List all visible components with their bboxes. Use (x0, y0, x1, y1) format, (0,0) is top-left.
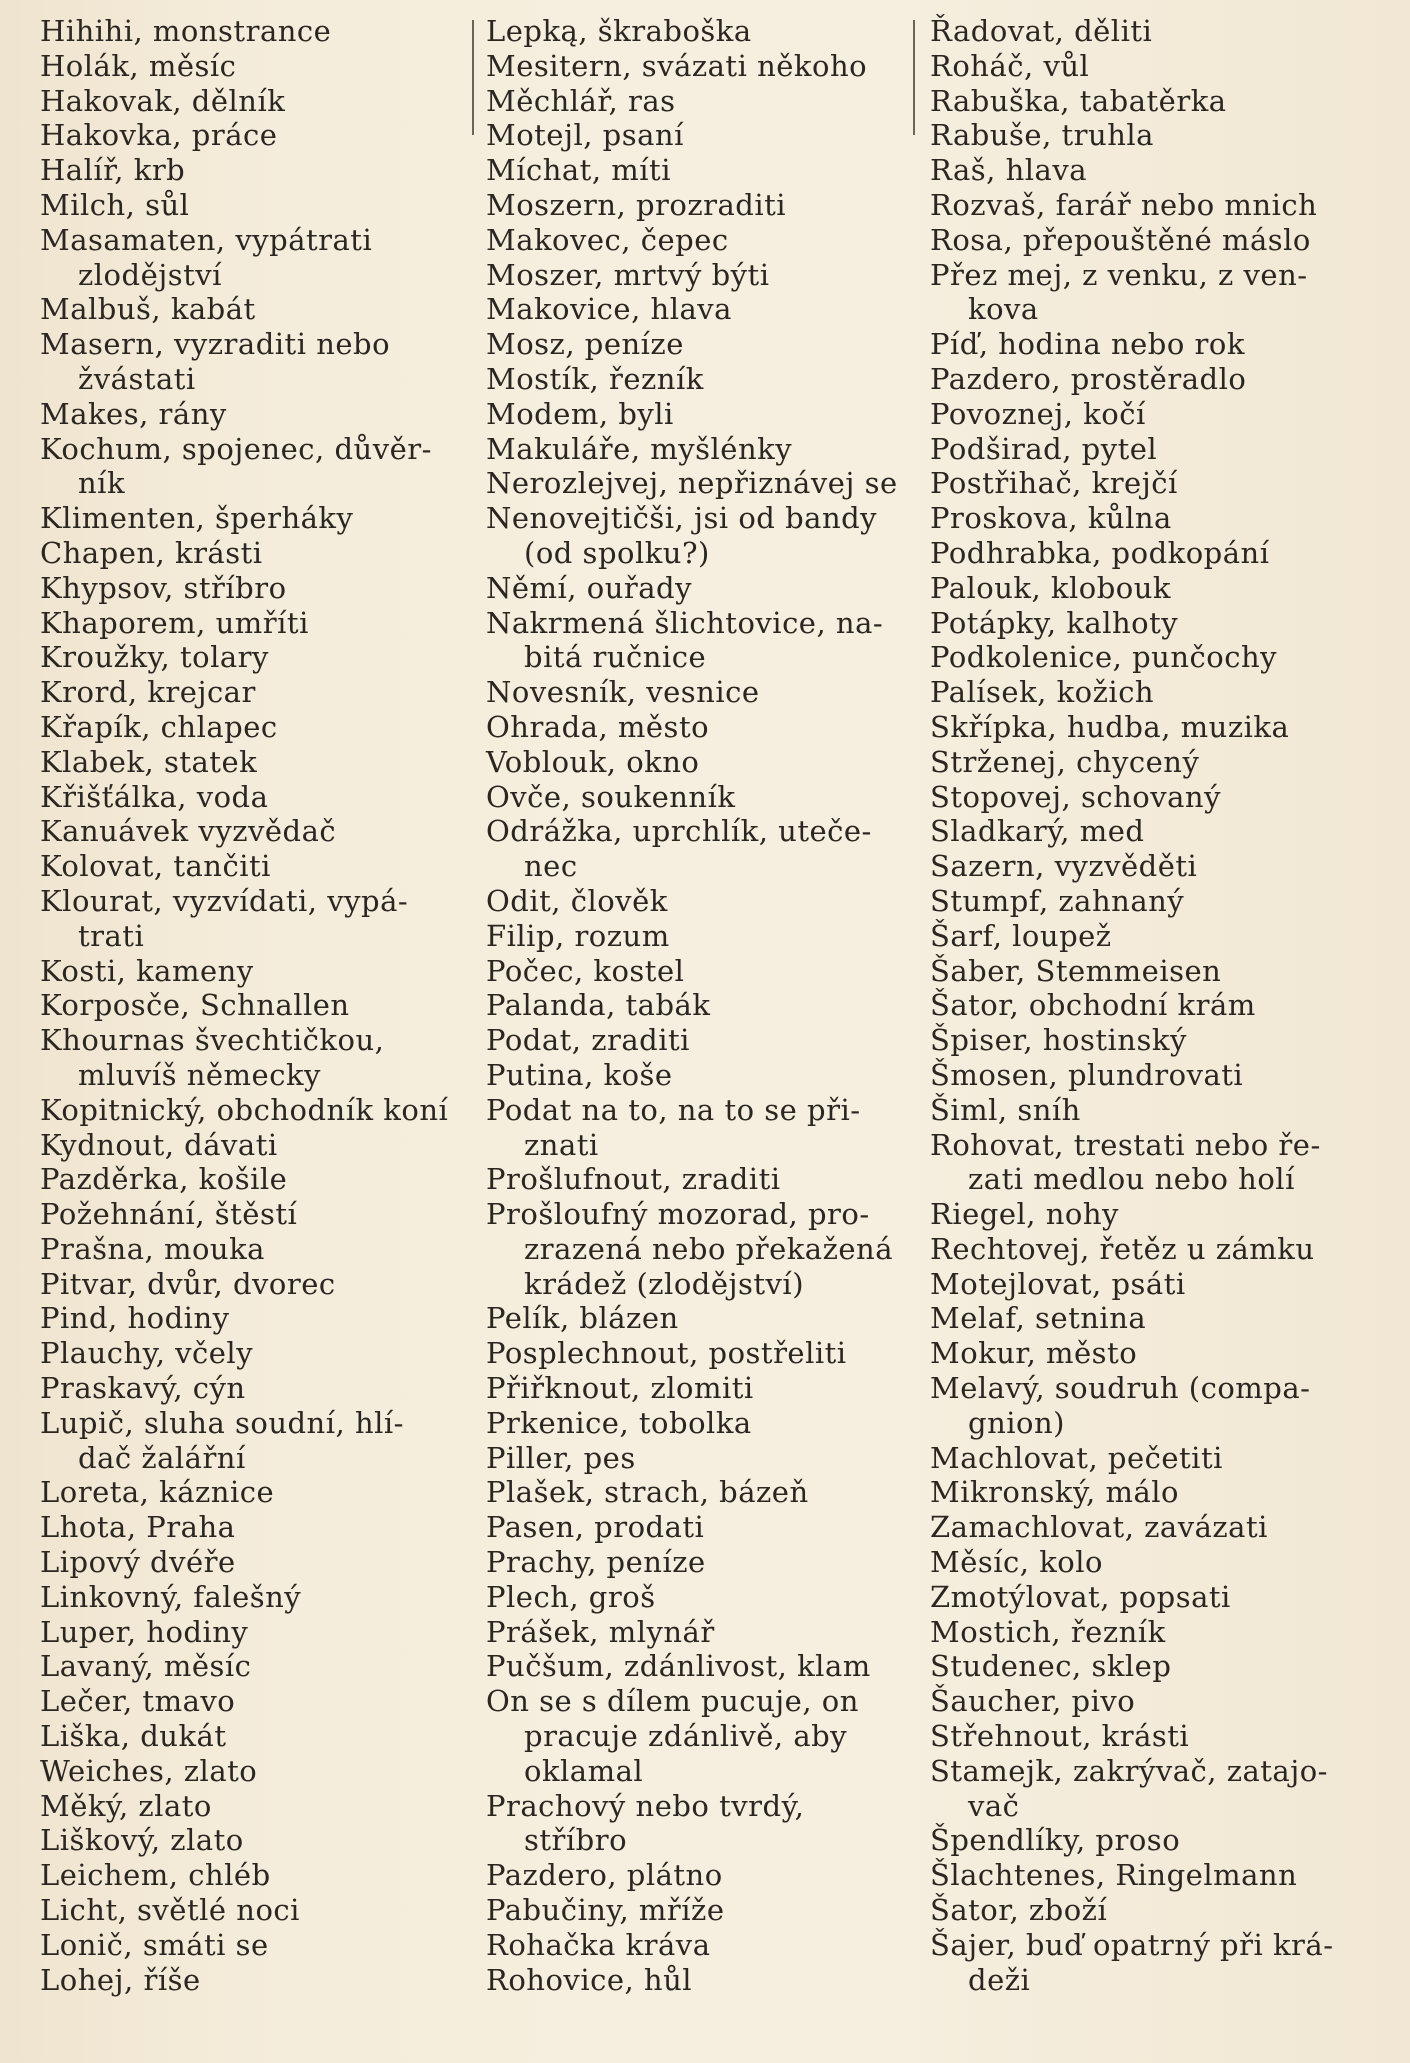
glossary-entry: Němí, ouřady (486, 570, 692, 605)
glossary-entry: Lohej, říše (40, 1962, 201, 1997)
glossary-entry: Lhota, Praha (40, 1510, 236, 1545)
glossary-entry: Khypsov, stříbro (40, 570, 287, 605)
glossary-entry: Podkolenice, punčochy (930, 640, 1278, 675)
glossary-entry: Rozvaš, farář nebo mnich (930, 187, 1318, 222)
glossary-entry: Sladkarý, med (930, 814, 1145, 849)
word-column-1 (40, 14, 470, 1997)
glossary-entry: Rabuše, truhla (930, 118, 1154, 153)
entry-continuation: žvástati (78, 361, 196, 396)
glossary-entry: Proskova, kůlna (930, 501, 1172, 536)
glossary-entry: Pitvar, dvůr, dvorec (40, 1266, 336, 1301)
glossary-entry: Praskavý, cýn (40, 1371, 246, 1406)
glossary-entry: Měsíc, kolo (930, 1545, 1103, 1580)
entry-continuation: krádež (zlodějství) (524, 1266, 805, 1301)
glossary-entry: Khaporem, umříti (40, 605, 309, 640)
glossary-entry: Mokur, město (930, 1336, 1138, 1371)
glossary-entry: Makuláře, myšlénky (486, 431, 793, 466)
entry-continuation: znati (524, 1127, 599, 1162)
glossary-entry: Modem, byli (486, 396, 674, 431)
glossary-entry: Kosti, kameny (40, 953, 254, 988)
entry-continuation: trati (78, 918, 145, 953)
glossary-entry: Pelík, blázen (486, 1301, 679, 1336)
glossary-entry: Pučšum, zdánlivost, klam (486, 1649, 871, 1684)
glossary-entry: Mostich, řezník (930, 1614, 1166, 1649)
glossary-entry: Studenec, sklep (930, 1649, 1172, 1684)
glossary-entry: Malbuš, kabát (40, 292, 256, 327)
glossary-entry: Nakrmená šlichtovice, na- (486, 605, 884, 640)
glossary-entry: Šarf, loupež (930, 918, 1112, 953)
glossary-entry: Piller, pes (486, 1440, 636, 1475)
glossary-entry: Palouk, klobouk (930, 570, 1172, 605)
glossary-entry: Riegel, nohy (930, 1197, 1119, 1232)
glossary-entry: Šiml, sníh (930, 1092, 1081, 1127)
column-divider-right (913, 20, 915, 135)
glossary-entry: Makovice, hlava (486, 292, 732, 327)
glossary-entry: Skřípka, hudba, muzika (930, 709, 1290, 744)
glossary-entry: Pazděrka, košile (40, 1162, 288, 1197)
entry-continuation: vač (968, 1788, 1020, 1823)
glossary-entry: Podhrabka, podkopání (930, 535, 1270, 570)
glossary-entry: Odit, člověk (486, 883, 668, 918)
glossary-entry: Voblouk, okno (486, 744, 700, 779)
glossary-entry: Šlachtenes, Ringelmann (930, 1858, 1298, 1893)
glossary-entry: Linkovný, falešný (40, 1579, 302, 1614)
glossary-entry: Kanuávek vyzvědač (40, 814, 337, 849)
glossary-entry: On se s dílem pucuje, on (486, 1684, 859, 1719)
glossary-entry: Mesitern, svázati někoho (486, 48, 868, 83)
glossary-entry: Melaf, setnina (930, 1301, 1147, 1336)
glossary-entry: Špendlíky, proso (930, 1823, 1181, 1858)
entry-continuation: gnion) (968, 1405, 1065, 1440)
glossary-entry: Šaucher, pivo (930, 1684, 1136, 1719)
glossary-entry: Hakovak, dělník (40, 83, 286, 118)
glossary-entry: Klourat, vyzvídati, vypá- (40, 883, 409, 918)
glossary-entry: Píď, hodina nebo rok (930, 327, 1245, 362)
glossary-entry: Prašna, mouka (40, 1231, 265, 1266)
entry-continuation: deži (968, 1962, 1031, 1997)
glossary-entry: Měchlář, ras (486, 83, 676, 118)
glossary-entry: Prošlufnout, zraditi (486, 1162, 781, 1197)
glossary-entry: Putina, koše (486, 1057, 673, 1092)
glossary-entry: Motejl, psaní (486, 118, 684, 153)
glossary-entry: Kydnout, dávati (40, 1127, 278, 1162)
glossary-entry: Pabučiny, mříže (486, 1893, 725, 1928)
entry-continuation: zati medlou nebo holí (968, 1162, 1295, 1197)
glossary-entry: Kochum, spojenec, důvěr- (40, 431, 432, 466)
glossary-entry: Lipový dvéře (40, 1545, 236, 1580)
glossary-entry: Moszern, prozraditi (486, 187, 787, 222)
glossary-entry: Pind, hodiny (40, 1301, 230, 1336)
glossary-entry: Šajer, buď opatrný při krá- (930, 1927, 1334, 1962)
entry-continuation: pracuje zdánlivě, aby (524, 1719, 848, 1754)
glossary-entry: Kroužky, tolary (40, 640, 269, 675)
entry-continuation: mluvíš německy (78, 1057, 321, 1092)
glossary-entry: Palísek, kožich (930, 675, 1155, 710)
glossary-entry: Lepką, škraboška (486, 14, 752, 48)
glossary-entry: Křišťálka, voda (40, 779, 269, 814)
word-column-2 (486, 14, 911, 1997)
glossary-entry: Podat na to, na to se při- (486, 1092, 861, 1127)
word-column-3 (930, 14, 1370, 1997)
glossary-entry: Prošloufný mozorad, pro- (486, 1197, 870, 1232)
entry-continuation: ník (78, 466, 126, 501)
glossary-entry: Novesník, vesnice (486, 675, 760, 710)
glossary-entry: Prkenice, tobolka (486, 1405, 752, 1440)
glossary-entry: Luper, hodiny (40, 1614, 249, 1649)
glossary-entry: Rohovice, hůl (486, 1962, 693, 1997)
glossary-entry: Podširad, pytel (930, 431, 1158, 466)
glossary-entry: Milch, sůl (40, 187, 190, 222)
glossary-entry: Řadovat, děliti (930, 14, 1153, 48)
glossary-entry: Krord, krejcar (40, 675, 256, 710)
glossary-entry: Plauchy, včely (40, 1336, 254, 1371)
glossary-entry: Lupič, sluha soudní, hlí- (40, 1405, 404, 1440)
entry-continuation: (od spolku?) (524, 535, 710, 570)
glossary-entry: Plech, groš (486, 1579, 656, 1614)
glossary-entry: Pazdero, prostěradlo (930, 361, 1247, 396)
glossary-entry: Potápky, kalhoty (930, 605, 1179, 640)
glossary-entry: Postřihač, krejčí (930, 466, 1178, 501)
glossary-entry: Mostík, řezník (486, 361, 704, 396)
glossary-entry: Přez mej, z venku, z ven- (930, 257, 1308, 292)
glossary-entry: Zmotýlovat, popsati (930, 1579, 1231, 1614)
glossary-entry: Nenovejtičši, jsi od bandy (486, 501, 878, 536)
glossary-entry: Rosa, přepouštěné máslo (930, 222, 1311, 257)
glossary-entry: Posplechnout, postřeliti (486, 1336, 847, 1371)
glossary-entry: Holák, měsíc (40, 48, 237, 83)
glossary-entry: Šator, zboží (930, 1893, 1108, 1928)
glossary-entry: Rohačka kráva (486, 1927, 711, 1962)
glossary-entry: Šator, obchodní krám (930, 988, 1256, 1023)
glossary-entry: Strženej, chycený (930, 744, 1200, 779)
glossary-entry: Licht, světlé noci (40, 1893, 300, 1928)
column-divider-left (472, 20, 474, 135)
glossary-entry: Střehnout, krásti (930, 1719, 1190, 1754)
glossary-entry: Povoznej, kočí (930, 396, 1146, 431)
glossary-entry: Ovče, soukenník (486, 779, 736, 814)
entry-continuation: stříbro (524, 1823, 628, 1858)
glossary-entry: Masamaten, vypátrati (40, 222, 373, 257)
entry-continuation: kova (968, 292, 1039, 327)
glossary-entry: Pazdero, plátno (486, 1858, 723, 1893)
glossary-entry: Počec, kostel (486, 953, 685, 988)
glossary-entry: Motejlovat, psáti (930, 1266, 1186, 1301)
glossary-entry: Ohrada, město (486, 709, 710, 744)
glossary-entry: Liškový, zlato (40, 1823, 244, 1858)
glossary-entry: Podat, zraditi (486, 1023, 690, 1058)
glossary-entry: Hihihi, monstrance (40, 14, 332, 48)
glossary-entry: Sazern, vyzvěděti (930, 849, 1198, 884)
entry-continuation: nec (524, 849, 578, 884)
glossary-entry: Halíř, krb (40, 153, 186, 188)
glossary-entry: Raš, hlava (930, 153, 1088, 188)
glossary-entry: Prachy, peníze (486, 1545, 706, 1580)
glossary-entry: Přiřknout, zlomiti (486, 1371, 754, 1406)
glossary-entry: Mikronský, málo (930, 1475, 1179, 1510)
glossary-entry: Filip, rozum (486, 918, 670, 953)
glossary-entry: Loreta, káznice (40, 1475, 275, 1510)
glossary-entry: Machlovat, pečetiti (930, 1440, 1223, 1475)
glossary-entry: Chapen, krásti (40, 535, 263, 570)
glossary-entry: Požehnání, štěstí (40, 1197, 298, 1232)
glossary-entry: Rabuška, tabatěrka (930, 83, 1227, 118)
glossary-entry: Stamejk, zakrývač, zatajo- (930, 1753, 1328, 1788)
glossary-entry: Khournas švechtičkou, (40, 1023, 385, 1058)
glossary-entry: Stumpf, zahnaný (930, 883, 1185, 918)
entry-continuation: bitá ručnice (524, 640, 707, 675)
glossary-entry: Hakovka, práce (40, 118, 278, 153)
glossary-entry: Moszer, mrtvý býti (486, 257, 770, 292)
glossary-entry: Plašek, strach, bázeň (486, 1475, 809, 1510)
glossary-entry: Masern, vyzraditi nebo (40, 327, 391, 362)
glossary-entry: Šaber, Stemmeisen (930, 953, 1222, 988)
glossary-entry: Šmosen, plundrovati (930, 1057, 1244, 1092)
glossary-entry: Lavaný, měsíc (40, 1649, 252, 1684)
glossary-entry: Odrážka, uprchlík, uteče- (486, 814, 872, 849)
glossary-entry: Mosz, peníze (486, 327, 684, 362)
entry-continuation: zrazená nebo překažená (524, 1231, 893, 1266)
glossary-entry: Leichem, chléb (40, 1858, 271, 1893)
glossary-entry: Klimenten, šperháky (40, 501, 354, 536)
glossary-entry: Zamachlovat, zavázati (930, 1510, 1268, 1545)
glossary-entry: Křapík, chlapec (40, 709, 278, 744)
glossary-entry: Korposče, Schnallen (40, 988, 350, 1023)
glossary-entry: Liška, dukát (40, 1719, 227, 1754)
glossary-entry: Makes, rány (40, 396, 227, 431)
glossary-entry: Roháč, vůl (930, 48, 1090, 83)
glossary-entry: Míchat, míti (486, 153, 671, 188)
entry-continuation: oklamal (524, 1753, 644, 1788)
glossary-entry: Rohovat, trestati nebo ře- (930, 1127, 1321, 1162)
entry-continuation: zlodějství (78, 257, 222, 292)
glossary-entry: Weiches, zlato (40, 1753, 258, 1788)
glossary-entry: Klabek, statek (40, 744, 258, 779)
glossary-entry: Lečer, tmavo (40, 1684, 236, 1719)
glossary-entry: Kopitnický, obchodník koní (40, 1092, 449, 1127)
glossary-entry: Palanda, tabák (486, 988, 711, 1023)
glossary-entry: Stopovej, schovaný (930, 779, 1221, 814)
glossary-entry: Špiser, hostinský (930, 1023, 1187, 1058)
glossary-entry: Kolovat, tančiti (40, 849, 271, 884)
entry-continuation: dač žalářní (78, 1440, 246, 1475)
glossary-entry: Pasen, prodati (486, 1510, 705, 1545)
glossary-entry: Makovec, čepec (486, 222, 729, 257)
glossary-entry: Nerozlejvej, nepřiznávej se (486, 466, 898, 501)
glossary-entry: Rechtovej, řetěz u zámku (930, 1231, 1315, 1266)
glossary-entry: Lonič, smáti se (40, 1927, 269, 1962)
glossary-entry: Melavý, soudruh (compa- (930, 1371, 1311, 1406)
glossary-entry: Prachový nebo tvrdý, (486, 1788, 805, 1823)
glossary-entry: Měký, zlato (40, 1788, 212, 1823)
glossary-entry: Prášek, mlynář (486, 1614, 715, 1649)
